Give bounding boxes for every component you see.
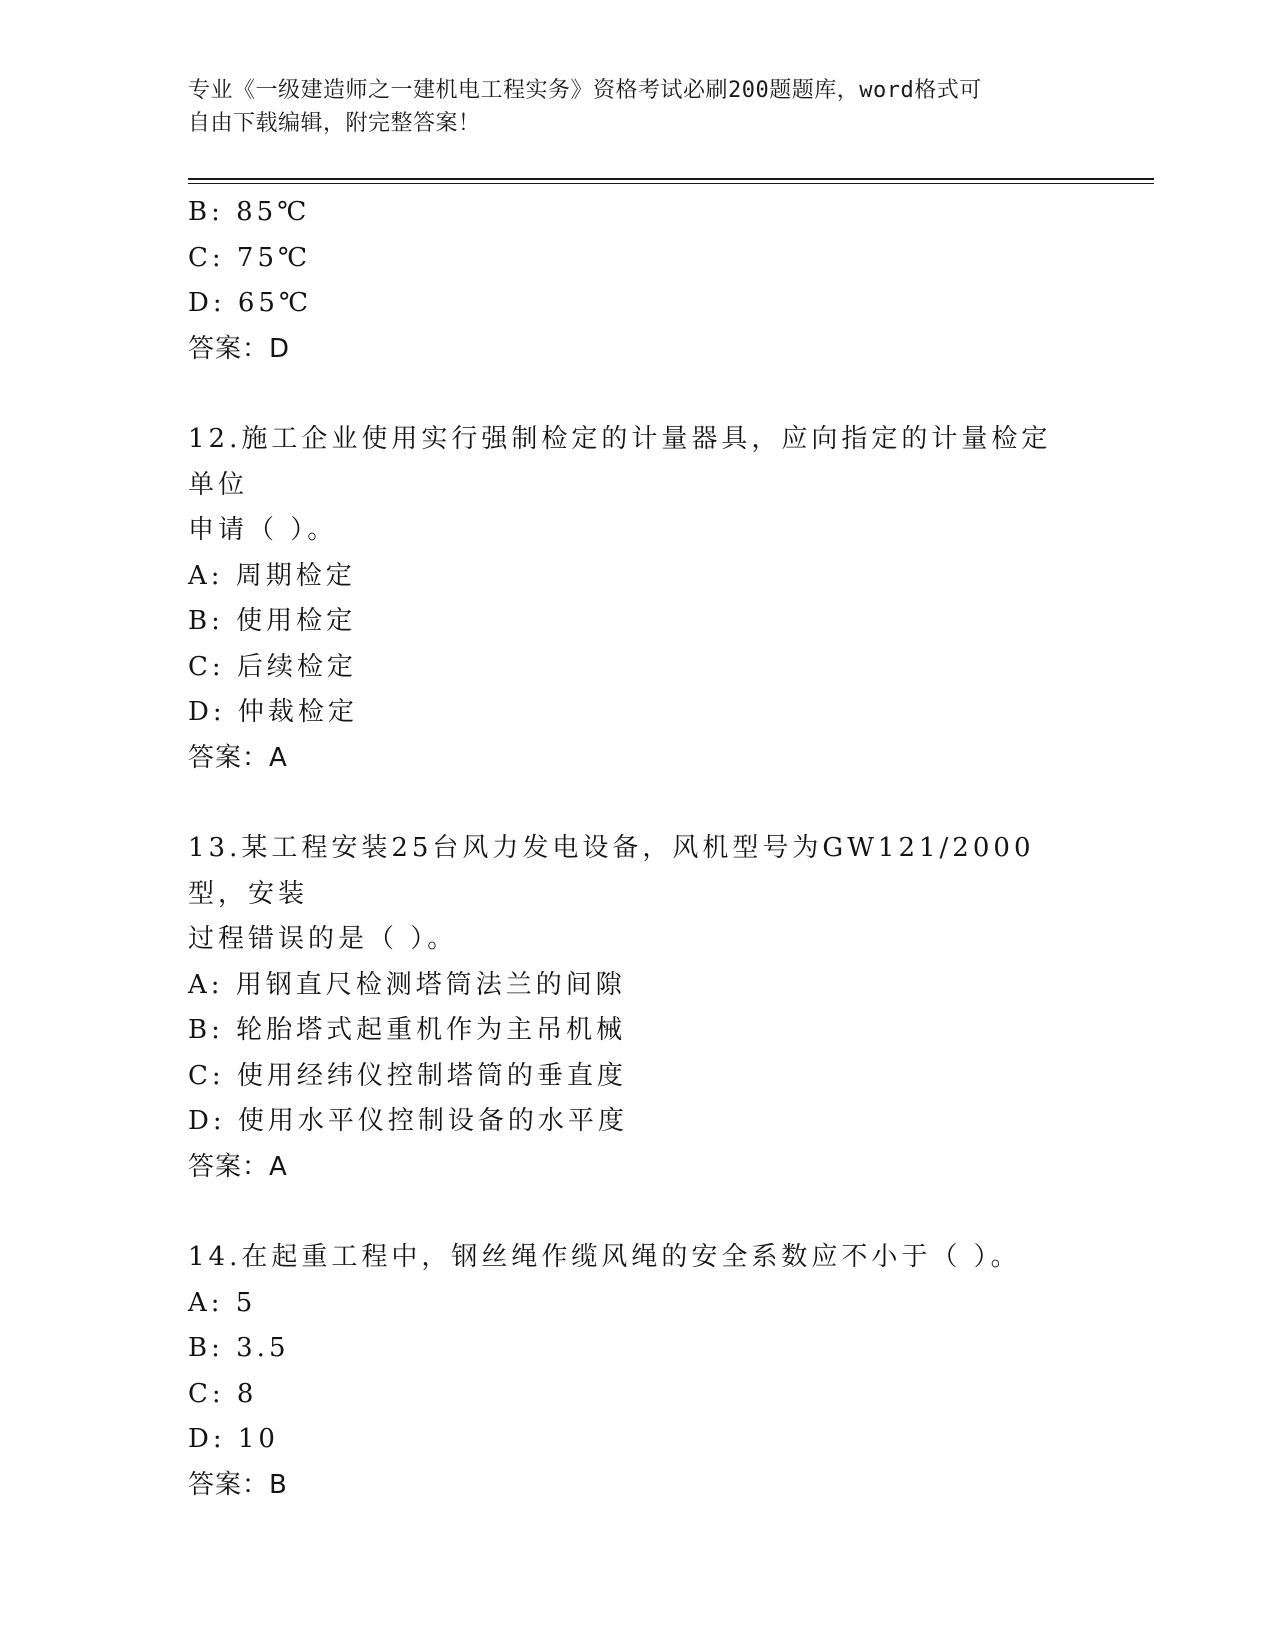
spacer <box>188 372 1088 417</box>
header-divider-thick <box>188 178 1154 180</box>
spacer <box>188 1190 1088 1235</box>
option-d: D: 65℃ <box>188 288 313 318</box>
question-stem-line-1: 12.施工企业使用实行强制检定的计量器具，应向指定的计量检定单位 <box>188 424 1052 500</box>
question-list <box>188 190 1088 1508</box>
answer-line: 答案：D <box>188 333 291 364</box>
spacer <box>188 781 1088 826</box>
answer-line: 答案：A <box>188 1151 288 1182</box>
option-a: A: 用钢直尺检测塔筒法兰的间隙 <box>188 969 626 1000</box>
question-13 <box>188 826 1088 1190</box>
question-14 <box>188 1235 1088 1508</box>
question-stem-line-1: 13.某工程安装25台风力发电设备，风机型号为GW121/2000型，安装 <box>188 833 1035 909</box>
document-header <box>188 74 1068 140</box>
header-line-2: 自由下载编辑，附完整答案！ <box>188 111 481 136</box>
option-c: C: 75℃ <box>188 242 312 273</box>
option-b: B: 使用检定 <box>188 606 357 636</box>
option-d: D: 10 <box>188 1424 279 1454</box>
option-a: A: 5 <box>188 1287 257 1318</box>
question-12 <box>188 417 1088 781</box>
option-b: B: 85℃ <box>188 197 311 227</box>
option-d: D: 使用水平仪控制设备的水平度 <box>188 1106 628 1136</box>
option-c: C: 后续检定 <box>188 651 357 682</box>
option-b: B: 轮胎塔式起重机作为主吊机械 <box>188 1015 627 1045</box>
option-d: D: 仲裁检定 <box>188 697 358 727</box>
question-stem-line-2: 过程错误的是（ ）。 <box>188 924 458 954</box>
question-stem-line-2: 申请（ ）。 <box>188 515 338 545</box>
header-line-1: 专业《一级建造师之一建机电工程实务》资格考试必刷200题题库，word格式可 <box>188 78 982 103</box>
option-b: B: 3.5 <box>188 1333 290 1363</box>
question-stem-line-1: 14.在起重工程中，钢丝绳作缆风绳的安全系数应不小于（ ）。 <box>188 1242 1021 1272</box>
question-11-fragment <box>188 190 1088 372</box>
answer-line: 答案：A <box>188 742 288 773</box>
option-c: C: 使用经纬仪控制塔筒的垂直度 <box>188 1060 627 1091</box>
option-c: C: 8 <box>188 1378 258 1409</box>
answer-line: 答案：B <box>188 1469 288 1500</box>
option-a: A: 周期检定 <box>188 560 356 591</box>
header-divider-thin <box>188 183 1154 184</box>
